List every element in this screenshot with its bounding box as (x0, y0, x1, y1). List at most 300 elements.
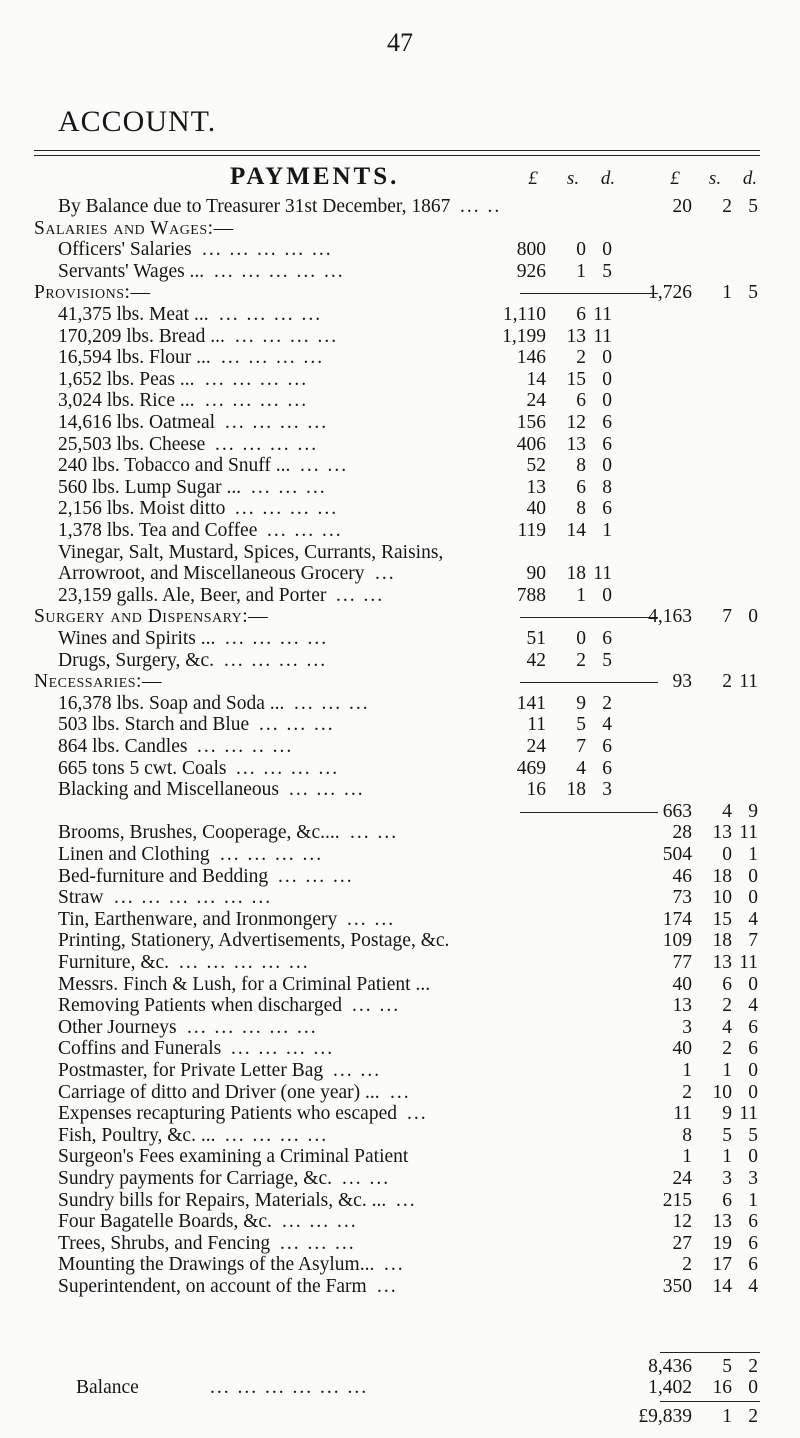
inner-shillings: 9 (576, 692, 586, 714)
inner-pounds: 406 (516, 433, 546, 455)
table-row (0, 1125, 800, 1147)
table-row (0, 995, 800, 1017)
table-row (0, 390, 800, 412)
row-label: Coffins and Funerals (58, 1038, 222, 1060)
table-row (0, 628, 800, 650)
dot-leader: ... ... ... ... ... (202, 239, 333, 261)
table-row (0, 1060, 800, 1082)
row-label: Officers' Salaries (58, 239, 192, 261)
row-label: Blacking and Miscellaneous (58, 779, 279, 801)
row-label: Wines and Spirits ... (58, 628, 216, 649)
inner-pounds: 146 (516, 347, 546, 369)
table-row (0, 736, 800, 758)
dot-leader: ... ... .. ... (197, 736, 294, 757)
table-row (0, 196, 800, 218)
account-heading: ACCOUNT. (58, 105, 217, 138)
inner-pounds: 51 (526, 628, 546, 649)
subtotal-pence: 2 (748, 1356, 758, 1377)
table-row (0, 1211, 800, 1233)
subtotal-rule (660, 1352, 760, 1353)
section-title: PAYMENTS. (230, 163, 400, 190)
row-label: 2,156 lbs. Moist ditto (58, 498, 226, 520)
outer-pence: 7 (748, 930, 758, 952)
row-label: Postmaster, for Private Letter Bag (58, 1060, 324, 1081)
outer-pence: 0 (748, 865, 758, 887)
table-row (0, 1017, 800, 1039)
row-label: 1,652 lbs. Peas ... (58, 368, 195, 390)
row-label: Furniture, &c. (58, 952, 170, 973)
outer-shillings: 6 (722, 1189, 732, 1211)
row-label: Mounting the Drawings of the Asylum... (58, 1254, 375, 1276)
dot-leader: ... ... ... ... (225, 628, 329, 649)
inner-pence: 6 (602, 757, 612, 779)
outer-shillings: 18 (712, 930, 732, 952)
row-label: Messrs. Finch & Lush, for a Criminal Patient ... (58, 973, 431, 995)
inner-shillings: 12 (566, 412, 586, 433)
inner-shillings: 1 (576, 260, 586, 282)
outer-shillings: 13 (712, 822, 732, 844)
inner-pence: 3 (602, 779, 612, 801)
inner-shillings: 18 (566, 563, 586, 585)
row-label: Brooms, Brushes, Cooperage, &c.... (58, 822, 340, 844)
row-label: 503 lbs. Starch and Blue (58, 714, 250, 736)
outer-shillings: 1 (722, 1146, 732, 1168)
outer-pounds: 24 (672, 1168, 692, 1189)
col-head-outer-shillings: s. (708, 168, 722, 189)
dot-leader: ... ... (333, 1060, 382, 1081)
inner-pence: 0 (602, 455, 612, 477)
row-label: Superintendent, on account of the Farm (58, 1276, 367, 1297)
outer-shillings: 14 (712, 1276, 732, 1297)
col-head-outer-pence: d. (742, 168, 758, 189)
inner-pounds: 800 (516, 239, 546, 261)
inner-pounds: 14 (526, 368, 546, 390)
outer-pounds: 40 (672, 1038, 692, 1060)
outer-pounds: 46 (672, 865, 692, 887)
table-row (0, 498, 800, 520)
inner-pounds: 52 (526, 455, 546, 477)
table-row (0, 1103, 800, 1125)
outer-pounds: 77 (672, 952, 692, 973)
balance-shillings: 16 (712, 1377, 732, 1398)
outer-shillings: 2 (722, 995, 732, 1017)
table-row (0, 1168, 800, 1190)
section-heading: Surgery and Dispensary:— (34, 606, 269, 628)
row-label: 864 lbs. Candles (58, 736, 188, 757)
balance-pence: 0 (748, 1377, 758, 1398)
page-number: 47 (387, 28, 413, 57)
table-row (0, 1233, 800, 1255)
outer-pounds: 11 (673, 1103, 692, 1125)
dot-leader: ... ... ... ... ... (214, 260, 345, 282)
inner-pence: 2 (602, 692, 612, 714)
table-row (0, 779, 800, 801)
outer-pence: 11 (739, 822, 758, 844)
row-label: Four Bagatelle Boards, &c. (58, 1211, 272, 1233)
row-label: Sundry payments for Carriage, &c. (58, 1168, 333, 1189)
dot-leader: ... ... ... ... (225, 1124, 329, 1146)
inner-pence: 6 (602, 433, 612, 455)
table-row (0, 693, 800, 715)
col-head-outer-pounds: £ (670, 168, 680, 189)
total-shillings: 1 (722, 1406, 732, 1427)
col-head-inner-pence: d. (600, 168, 616, 189)
outer-pence: 6 (748, 1016, 758, 1038)
outer-pounds: 215 (662, 1189, 692, 1211)
inner-pounds: 90 (526, 563, 546, 585)
inner-pounds: 24 (526, 736, 546, 757)
row-label: 16,378 lbs. Soap and Soda ... (58, 692, 285, 714)
outer-pounds: 27 (672, 1232, 692, 1254)
outer-pounds: 73 (672, 887, 692, 909)
outer-pence: 0 (748, 887, 758, 909)
outer-pence: 0 (748, 1081, 758, 1103)
outer-pence: 5 (748, 282, 758, 304)
outer-pence: 1 (748, 844, 758, 865)
dot-leader: ... (390, 1081, 411, 1103)
outer-shillings: 10 (712, 1081, 732, 1103)
inner-shillings: 13 (566, 325, 586, 347)
dot-leader: ... ... ... ... ... ... (114, 887, 273, 909)
row-label: 23,159 galls. Ale, Beer, and Porter (58, 584, 327, 606)
inner-pounds: 788 (516, 584, 546, 606)
inner-pounds: 1,199 (502, 325, 546, 347)
subtotal-row (0, 1356, 800, 1378)
balance-row (0, 1377, 800, 1399)
dot-leader: ... ... ... (294, 692, 370, 714)
inner-pence: 6 (602, 628, 612, 649)
top-rule (34, 150, 760, 151)
top-rule-2 (34, 155, 760, 156)
row-label: 560 lbs. Lump Sugar ... (58, 476, 242, 498)
dot-leader: ... ... ... (282, 1211, 358, 1233)
dot-leader: ... ... ... (278, 865, 354, 887)
inner-pence: 0 (602, 390, 612, 412)
dot-leader: ... (377, 1276, 398, 1297)
inner-pence: 0 (602, 584, 612, 606)
outer-pounds: 8 (682, 1124, 692, 1146)
outer-shillings: 1 (722, 282, 732, 304)
row-label: 1,378 lbs. Tea and Coffee (58, 520, 258, 541)
outer-pounds: 174 (662, 908, 692, 930)
table-row (0, 369, 800, 391)
inner-shillings: 4 (576, 757, 586, 779)
inner-pence: 0 (602, 347, 612, 369)
outer-shillings: 1 (722, 1060, 732, 1081)
outer-shillings: 6 (722, 973, 732, 995)
inner-pounds: 42 (526, 649, 546, 671)
row-label: Drugs, Surgery, &c. (58, 649, 214, 671)
table-row (0, 477, 800, 499)
inner-pence: 5 (602, 260, 612, 282)
row-label: 16,594 lbs. Flour ... (58, 347, 211, 369)
outer-pounds: 2 (682, 1081, 692, 1103)
dot-leader: ... (396, 1189, 417, 1211)
dot-leader: ... ... (342, 1168, 391, 1189)
inner-shillings: 2 (576, 649, 586, 671)
inner-shillings: 18 (566, 779, 586, 801)
balance-label: Balance (76, 1377, 139, 1398)
row-label: Linen and Clothing (58, 844, 210, 865)
inner-pounds: 11 (527, 714, 546, 736)
dot-leader: ... (375, 563, 396, 585)
inner-pounds: 469 (516, 757, 546, 779)
inner-pence: 8 (602, 476, 612, 498)
outer-pence: 11 (739, 671, 758, 693)
table-row (0, 606, 800, 628)
outer-pounds: 40 (672, 973, 692, 995)
inner-shillings: 14 (566, 520, 586, 541)
dot-leader: ... ... ... ... ... (187, 1016, 318, 1038)
row-label: 170,209 lbs. Bread ... (58, 325, 225, 347)
outer-shillings: 4 (722, 1016, 732, 1038)
table-row (0, 1038, 800, 1060)
dot-leader: ... ... ... ... (225, 412, 329, 433)
inner-pounds: 16 (526, 779, 546, 801)
inner-pounds: 119 (517, 520, 546, 541)
subtotal-shillings: 5 (722, 1356, 732, 1377)
outer-pounds: 20 (672, 196, 692, 217)
balance-pounds: 1,402 (648, 1377, 692, 1398)
dot-leader: ... ... ... ... (215, 433, 319, 455)
table-row (0, 844, 800, 866)
outer-shillings: 17 (712, 1254, 732, 1276)
outer-shillings: 2 (722, 196, 732, 217)
row-label: Other Journeys (58, 1016, 177, 1038)
dot-leader: ... ... (300, 455, 349, 477)
subtotal-rule (520, 812, 658, 813)
subtotal-rule (520, 682, 658, 683)
total-rule (660, 1401, 760, 1402)
outer-pounds: 93 (672, 671, 692, 693)
inner-pence: 0 (602, 368, 612, 390)
total-pence: 2 (748, 1406, 758, 1427)
table-row (0, 347, 800, 369)
inner-pounds: 926 (516, 260, 546, 282)
inner-shillings: 15 (566, 368, 586, 390)
row-label: Removing Patients when discharged (58, 995, 342, 1017)
dot-leader: ... ... ... ... (221, 347, 325, 369)
inner-pounds: 1,110 (502, 304, 546, 325)
table-row (0, 326, 800, 348)
table-row (0, 887, 800, 909)
total-row (0, 1406, 800, 1428)
subtotal-pounds: 8,436 (648, 1356, 692, 1377)
col-head-inner-shillings: s. (566, 168, 580, 189)
subtotal-rule (520, 293, 658, 294)
table-row (0, 455, 800, 477)
row-label: Expenses recapturing Patients who escaped (58, 1103, 397, 1125)
outer-pounds: 13 (672, 995, 692, 1017)
outer-shillings: 13 (712, 952, 732, 973)
outer-pence: 9 (748, 800, 758, 822)
dot-leader: ... (407, 1103, 428, 1125)
inner-pence: 6 (602, 412, 612, 433)
table-row (0, 520, 800, 542)
outer-shillings: 2 (722, 671, 732, 693)
outer-pounds: 1 (682, 1146, 692, 1168)
outer-pence: 5 (748, 1124, 758, 1146)
outer-pounds: 663 (662, 800, 692, 822)
inner-shillings: 8 (576, 498, 586, 520)
dot-leader: ... ... ... (259, 714, 335, 736)
inner-shillings: 1 (576, 584, 586, 606)
inner-shillings: 5 (576, 714, 586, 736)
row-label: 14,616 lbs. Oatmeal (58, 412, 216, 433)
outer-shillings: 4 (722, 800, 732, 822)
outer-shillings: 15 (712, 908, 732, 930)
dot-leader: ... ... ... ... (224, 649, 328, 671)
table-row (0, 239, 800, 261)
dot-leader: ... ... (352, 995, 401, 1017)
inner-pounds: 40 (526, 498, 546, 520)
table-row (0, 1082, 800, 1104)
col-head-inner-pounds: £ (528, 168, 538, 189)
outer-shillings: 10 (712, 887, 732, 909)
inner-shillings: 8 (576, 455, 586, 477)
table-row (0, 909, 800, 931)
section-heading: Salaries and Wages:— (34, 217, 234, 239)
outer-pence: 4 (748, 908, 758, 930)
outer-pence: 6 (748, 1038, 758, 1060)
inner-shillings: 0 (576, 239, 586, 261)
row-label: 240 lbs. Tobacco and Snuff ... (58, 455, 291, 477)
outer-pence: 11 (739, 952, 758, 973)
outer-shillings: 0 (722, 844, 732, 865)
row-label: Arrowroot, and Miscellaneous Grocery (58, 563, 365, 585)
inner-pence: 11 (593, 304, 612, 325)
inner-pence: 5 (602, 649, 612, 671)
dot-leader: ... ... (347, 908, 396, 930)
row-label: Vinegar, Salt, Mustard, Spices, Currants, Raisins, (58, 541, 444, 563)
table-row (0, 671, 800, 693)
outer-pence: 4 (748, 995, 758, 1017)
dot-leader: ... ... ... ... (205, 368, 309, 390)
outer-pence: 0 (748, 606, 758, 628)
outer-pounds: 109 (662, 930, 692, 952)
outer-pence: 0 (748, 1060, 758, 1081)
balance-leader: ... ... ... ... ... ... (210, 1377, 369, 1398)
outer-shillings: 7 (722, 606, 732, 628)
dot-leader: ... ... ... (267, 520, 343, 541)
dot-leader: ... ... ... (251, 476, 327, 498)
outer-shillings: 2 (722, 1038, 732, 1060)
table-row (0, 434, 800, 456)
dot-leader: ... ... (350, 822, 399, 844)
dot-leader: ... ... ... ... (235, 325, 339, 347)
table-row (0, 261, 800, 283)
table-row (0, 930, 800, 952)
row-label: Bed-furniture and Bedding (58, 865, 269, 887)
table-row (0, 1276, 800, 1298)
section-heading: Provisions:— (34, 282, 151, 304)
table-row (0, 1146, 800, 1168)
dot-leader: ... ... ... (289, 779, 365, 801)
inner-shillings: 6 (576, 304, 586, 325)
inner-shillings: 0 (576, 628, 586, 649)
row-label: Fish, Poultry, &c. ... (58, 1124, 216, 1146)
table-row (0, 218, 800, 240)
dot-leader: ... ... (336, 584, 385, 606)
table-row (0, 1190, 800, 1212)
table-row (0, 563, 800, 585)
outer-pounds: 350 (662, 1276, 692, 1297)
table-row (0, 952, 800, 974)
total-pounds: £9,839 (638, 1406, 692, 1427)
row-label: 3,024 lbs. Rice ... (58, 390, 195, 412)
outer-pence: 3 (748, 1168, 758, 1189)
outer-pounds: 2 (682, 1254, 692, 1276)
outer-shillings: 5 (722, 1124, 732, 1146)
outer-pounds: 504 (662, 844, 692, 865)
inner-pence: 11 (593, 325, 612, 347)
table-row (0, 822, 800, 844)
outer-pence: 5 (748, 196, 758, 217)
table-row (0, 650, 800, 672)
table-row (0, 801, 800, 823)
outer-pence: 0 (748, 1146, 758, 1168)
outer-pence: 4 (748, 1276, 758, 1297)
table-row (0, 304, 800, 326)
outer-pounds: 28 (672, 822, 692, 844)
row-label: By Balance due to Treasurer 31st December, 1867 (58, 196, 451, 217)
inner-pounds: 141 (516, 692, 546, 714)
row-label: Tin, Earthenware, and Ironmongery (58, 908, 338, 930)
inner-pence: 6 (602, 736, 612, 757)
outer-pence: 11 (739, 1103, 758, 1125)
outer-pounds: 12 (672, 1211, 692, 1233)
inner-shillings: 2 (576, 347, 586, 369)
outer-shillings: 13 (712, 1211, 732, 1233)
inner-pounds: 13 (526, 476, 546, 498)
inner-pounds: 156 (516, 412, 546, 433)
inner-pence: 0 (602, 239, 612, 261)
outer-pence: 6 (748, 1232, 758, 1254)
table-row (0, 974, 800, 996)
inner-pence: 11 (593, 563, 612, 585)
inner-pounds: 24 (526, 390, 546, 412)
row-label: Straw (58, 887, 104, 909)
dot-leader: ... .. (460, 196, 502, 217)
dot-leader: ... (384, 1254, 405, 1276)
row-label: Trees, Shrubs, and Fencing (58, 1232, 271, 1254)
inner-pence: 4 (602, 714, 612, 736)
inner-shillings: 6 (576, 390, 586, 412)
outer-pounds: 1 (682, 1060, 692, 1081)
outer-shillings: 9 (722, 1103, 732, 1125)
row-label: 41,375 lbs. Meat ... (58, 304, 209, 325)
dot-leader: ... ... ... ... ... (179, 952, 310, 973)
outer-shillings: 18 (712, 865, 732, 887)
outer-pounds: 1,726 (648, 282, 692, 304)
row-label: Surgeon's Fees examining a Criminal Patient (58, 1146, 409, 1168)
table-row (0, 412, 800, 434)
outer-pence: 1 (748, 1189, 758, 1211)
dot-leader: ... ... ... ... (220, 844, 324, 865)
outer-pence: 6 (748, 1211, 758, 1233)
outer-shillings: 19 (712, 1232, 732, 1254)
dot-leader: ... ... ... ... (235, 498, 339, 520)
inner-shillings: 13 (566, 433, 586, 455)
table-row (0, 542, 800, 564)
row-label: Servants' Wages ... (58, 260, 205, 282)
outer-shillings: 3 (722, 1168, 732, 1189)
table-row (0, 866, 800, 888)
table-row (0, 714, 800, 736)
dot-leader: ... ... ... ... (236, 757, 340, 779)
row-label: 25,503 lbs. Cheese (58, 433, 206, 455)
table-row (0, 1254, 800, 1276)
